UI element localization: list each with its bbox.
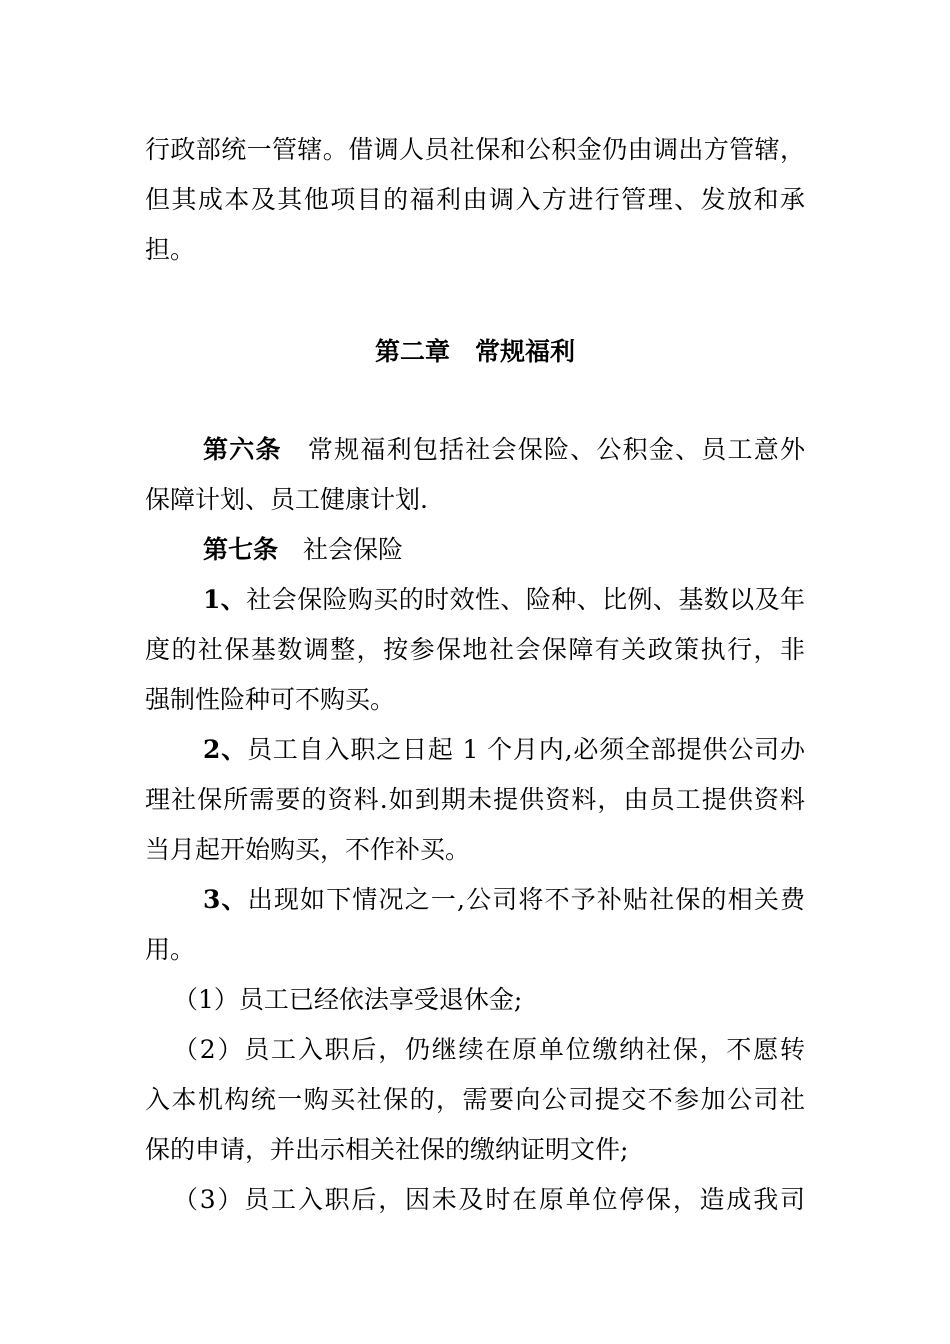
intro-line-1: 行政部统一管辖。借调人员社保和公积金仍由调出方管辖，: [145, 135, 805, 164]
item-3-line-1: [203, 878, 805, 922]
intro-line-3: 担。: [145, 235, 196, 264]
article-7-line: [203, 528, 805, 572]
sub-item-1-line-1: （1）员工已经依法享受退休金;: [173, 985, 523, 1014]
sub-item-2-line-3: 保的申请，并出示相关社保的缴纳证明文件;: [145, 1135, 629, 1164]
chapter-title: 第二章 常规福利: [374, 337, 575, 366]
item-2-line-1: [203, 728, 805, 772]
item-1-number: 1、: [203, 585, 247, 614]
item-2-line-2: 理社保所需要的资料.如到期未提供资料，由员工提供资料: [145, 785, 805, 814]
item-1-line-3: 强制性险种可不购买。: [145, 685, 396, 714]
article-7-label: 第七条: [203, 535, 279, 564]
article-6-line-1: [203, 428, 805, 472]
intro-line-2: 但其成本及其他项目的福利由调入方进行管理、发放和承: [145, 185, 805, 214]
item-2-number: 2、: [203, 735, 248, 764]
sub-item-2-line-2: 入本机构统一购买社保的，需要向公司提交不参加公司社: [145, 1085, 805, 1114]
article-7-text: 社会保险: [303, 535, 404, 564]
item-3-number: 3、: [203, 885, 248, 914]
item-1-line-2: 度的社保基数调整，按参保地社会保障有关政策执行，非: [145, 635, 805, 664]
article-6-label: 第六条: [203, 435, 282, 464]
sub-item-2-line-1: （2）员工入职后，仍继续在原单位缴纳社保，不愿转: [173, 1035, 805, 1064]
item-3-line-2: 用。: [145, 935, 196, 964]
article-6-line-2: 保障计划、员工健康计划.: [145, 485, 428, 514]
item-1-line-1: [203, 578, 805, 622]
item-3-text: 出现如下情况之一,公司将不予补贴社保的相关费: [247, 885, 805, 914]
sub-item-3-line-1: （3）员工入职后，因未及时在原单位停保，造成我司: [173, 1185, 805, 1214]
item-2-text: 员工自入职之日起 1 个月内,必须全部提供公司办: [247, 735, 805, 764]
item-1-text: 社会保险购买的时效性、险种、比例、基数以及年: [246, 585, 805, 614]
article-6-text: 常规福利包括社会保险、公积金、员工意外: [307, 435, 805, 464]
item-2-line-3: 当月起开始购买，不作补买。: [145, 835, 471, 864]
